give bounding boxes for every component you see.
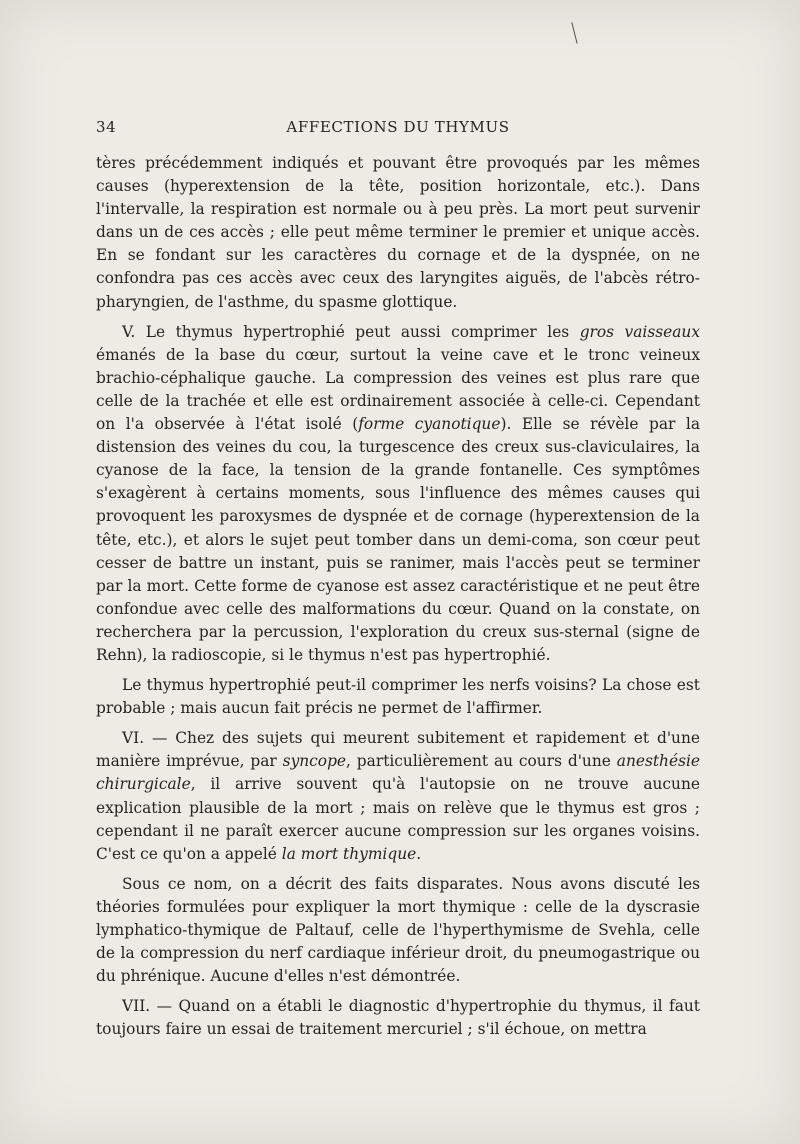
text-run: tères précédemment indiqués et pouvant être provoqués par les mêmes causes (hyperextension de la tête, position horizontale, etc.). Dans l'intervalle, la respiration est normale ou à peu près. La mort peut survenir dans un de ces accès ; elle peut même terminer le premier et unique accès. En se fondant sur les caractères du cornage et de la dyspnée, on ne confondra pas ces accès avec ceux des laryngites aiguës, de l'abcès rétro-pharyngien, de l'asthme, du spasme glottique. [96, 154, 700, 311]
body-text [96, 152, 700, 1048]
italic-term: la mort thymique [281, 844, 417, 863]
italic-term: gros vaisseaux [579, 322, 701, 341]
ink-mark [571, 22, 577, 44]
text-run: Le thymus hypertrophié peut-il comprimer les nerfs voisins? La chose est probable ; mais aucun fait précis ne permet de l'affirmer. [96, 676, 700, 718]
text-run: , particulièrement au cours d'une [346, 752, 617, 771]
italic-term: forme cyanotique [358, 415, 501, 434]
italic-term: anesthésie chirurgicale [96, 752, 700, 794]
page-number: 34 [96, 118, 117, 136]
paragraph-continuation [96, 152, 700, 314]
text-run: VII. — Quand on a établi le diagnostic d'hypertrophie du thymus, il faut toujours faire un essai de traitement mercuriel ; s'il échoue, on mettra [96, 997, 700, 1039]
text-run: Sous ce nom, on a décrit des faits disparates. Nous avons discuté les théories formulées pour expliquer la mort thymique : celle de la dyscrasie lymphatico-thymique de Paltauf, celle de l'hyperthymisme de Svehla, celle de la compression du nerf cardiaque inférieur droit, du pneumogastrique ou du phrénique. Aucune d'elles n'est démontrée. [96, 874, 700, 986]
page-header [96, 118, 700, 140]
text-run: ). Elle se révèle par la distension des veines du cou, la turgescence des creux sus-claviculaires, la cyanose de la face, la tension de la grande fontanelle. Ces symptômes s'exagèrent à certains moments, sous l'influence des mêmes causes qui provoquent les paroxysmes de dyspnée et de cornage (hyperextension de la tête, etc.), et alors le sujet peut tomber dans un demi-coma, son cœur peut cesser de battre un instant, puis se ranimer, mais l'accès peut se terminer par la mort. Cette forme de cyanose est assez caractéristique et ne peut être confondue avec celle des malformations du cœur. Quand on la constate, on recherchera par la percussion, l'exploration du creux sus-sternal (signe de Rehn), la radioscopie, si le thymus n'est pas hypertrophié. [96, 415, 701, 664]
text-run: , il arrive souvent qu'à l'autopsie on ne trouve aucune explication plausible de la mort ; mais on relève que le thymus est gros ; cependant il ne paraît exercer aucune compression sur les organes voisins. C'est ce qu'on a appelé [96, 775, 700, 863]
italic-term: syncope [282, 752, 347, 771]
text-run: V. Le thymus hypertrophié peut aussi comprimer les [122, 322, 580, 341]
paragraph-section-vi [96, 727, 700, 866]
paragraph-nerves [96, 674, 700, 720]
paragraph-section-v [96, 321, 700, 667]
running-title: AFFECTIONS DU THYMUS [286, 118, 510, 136]
text-run: VI. — Chez des sujets qui meurent subitement et rapidement et d'une manière imprévue, par [96, 729, 700, 771]
text-run: . [416, 844, 422, 863]
paragraph-section-vii [96, 995, 700, 1041]
paragraph-theories [96, 873, 700, 988]
text-run: émanés de la base du cœur, surtout la veine cave et le tronc veineux brachio-céphalique gauche. La compression des veines est plus rare que celle de la trachée et elle est ordinairement associée à celle-ci. Cependant on l'a observée à l'état isolé ( [96, 345, 700, 434]
